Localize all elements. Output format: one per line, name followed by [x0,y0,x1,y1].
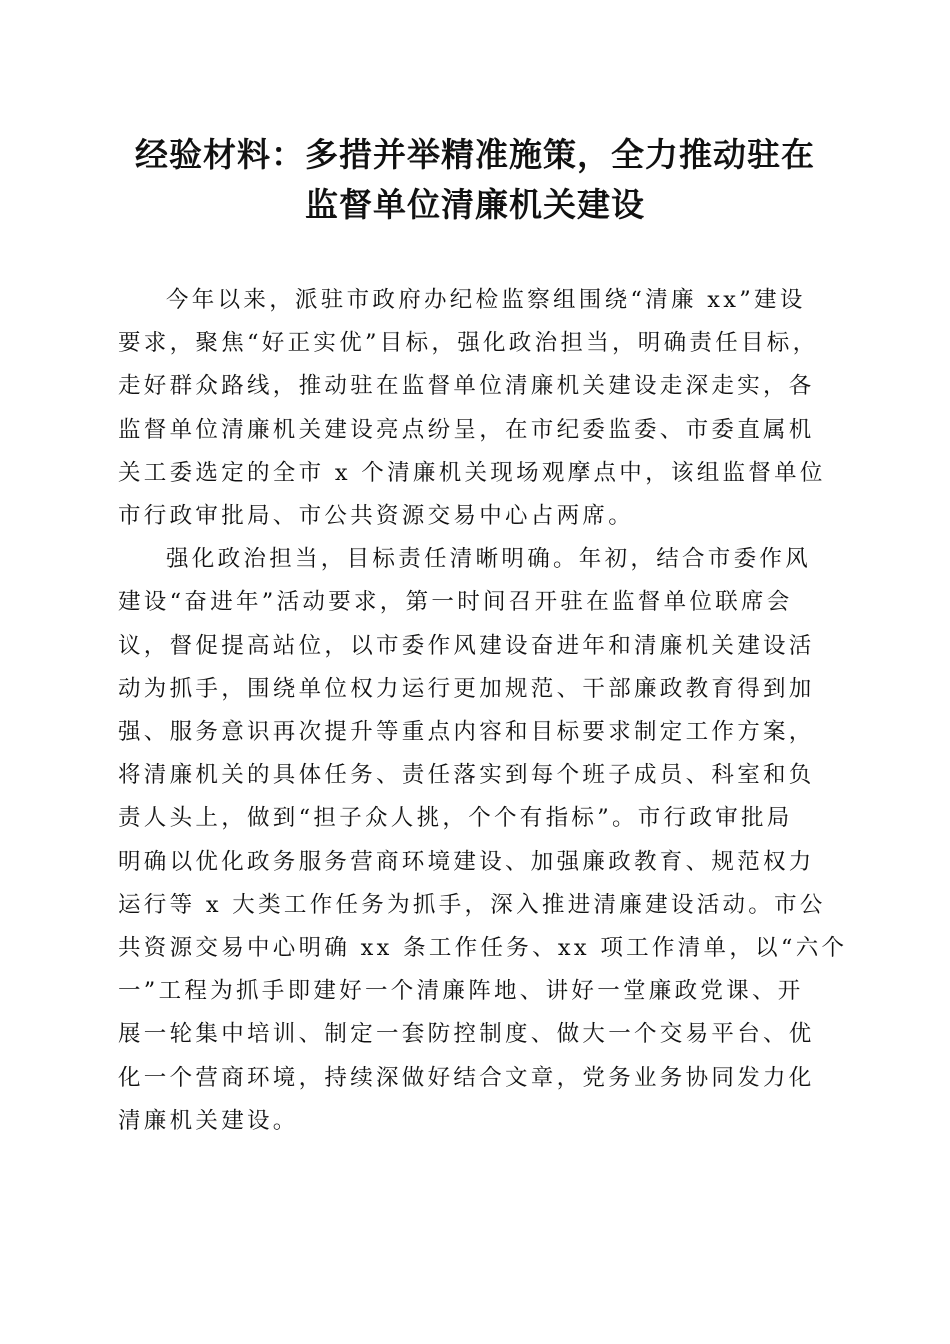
paragraph-line: 强化政治担当，目标责任清晰明确。年初，结合市委作风 [166,546,812,573]
paragraph-line: 关工委选定的全市 x 个清廉机关现场观摩点中，该组监督单位 [118,459,826,486]
paragraph-1 [118,279,830,538]
paragraph-line: 强、服务意识再次提升等重点内容和目标要求制定工作方案， [118,719,815,746]
paragraph-line: 化一个营商环境，持续深做好结合文章，党务业务协同发力化 [118,1064,815,1091]
paragraph-line: 今年以来，派驻市政府办纪检监察组围绕“清廉 xx”建设 [166,287,806,313]
paragraph-line: 动为抓手，围绕单位权力运行更加规范、干部廉政教育得到加 [118,675,815,702]
paragraph-line: 展一轮集中培训、制定一套防控制度、做大一个交易平台、优 [118,1021,815,1048]
paragraph-line: 清廉机关建设。 [118,1107,299,1134]
title-line-2: 监督单位清廉机关建设 [305,185,645,224]
paragraph-line: 将清廉机关的具体任务、责任落实到每个班子成员、科室和负 [118,762,815,789]
title-line-1: 经验材料：多措并举精准施策，全力推动驻在 [135,135,815,174]
paragraph-2 [118,538,848,1143]
paragraph-line: 共资源交易中心明确 xx 条工作任务、xx 项工作清单，以“六个 [118,935,848,962]
paragraph-line: 走好群众路线，推动驻在监督单位清廉机关建设走深走实，各 [118,373,815,400]
paragraph-line: 要求，聚焦“好正实优”目标，强化政治担当，明确责任目标， [118,330,819,357]
document-title [110,130,840,230]
paragraph-line: 议，督促提高站位，以市委作风建设奋进年和清廉机关建设活 [118,632,815,659]
paragraph-line: 市行政审批局、市公共资源交易中心占两席。 [118,503,635,530]
paragraph-line: 监督单位清廉机关建设亮点纷呈，在市纪委监委、市委直属机 [118,416,815,443]
document-body [118,279,848,1143]
paragraph-line: 明确以优化政务服务营商环境建设、加强廉政教育、规范权力 [118,848,815,875]
paragraph-line: 一”工程为抓手即建好一个清廉阵地、讲好一堂廉政党课、开 [118,978,804,1005]
paragraph-line: 建设“奋进年”活动要求，第一时间召开驻在监督单位联席会 [118,589,793,616]
paragraph-line: 责人头上，做到“担子众人挑，个个有指标”。市行政审批局 [118,805,793,832]
paragraph-line: 运行等 x 大类工作任务为抓手，深入推进清廉建设活动。市公 [118,891,826,918]
